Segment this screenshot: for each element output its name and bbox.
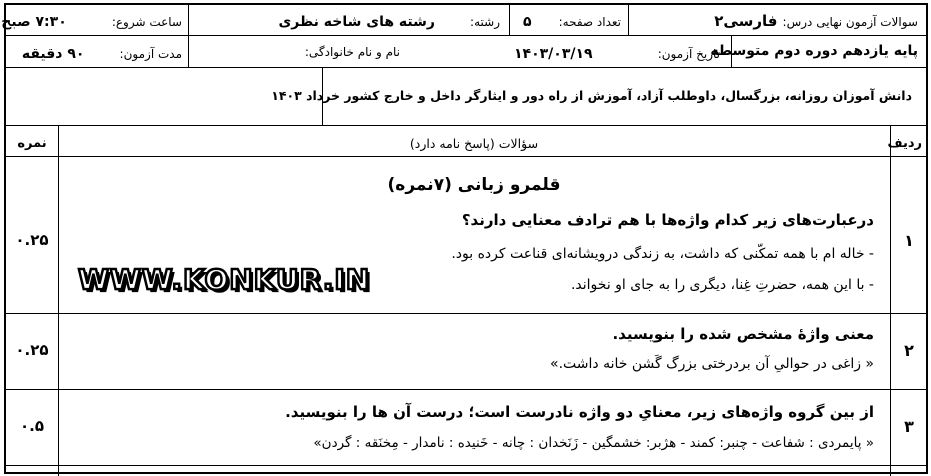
question-line: - خاله ام با همه تمکّنی که داشت، به زندگی درویشانه‌ای قناعت کرده بود. — [451, 246, 874, 262]
start-cell — [1, 11, 182, 30]
field-value: رشته های شاخه نظری — [278, 14, 435, 30]
row-divider-2 — [6, 389, 926, 390]
section-title: قلمرو زبانی (۷نمره) — [387, 175, 561, 195]
duration-value: ۹۰ دقیقه — [21, 46, 85, 62]
question-score: ۰.۵ — [19, 417, 44, 435]
pages-label: تعداد صفحه: — [558, 15, 621, 29]
duration-cell — [14, 43, 182, 62]
header-cell-border — [509, 5, 510, 35]
question-prompt: درعبارت‌های زیر کدام واژه‌ها با هم ترادف معنایی دارند؟ — [461, 211, 874, 229]
grade-value: پایه یازدهم دوره دوم متوسطه — [710, 43, 918, 59]
header-cell-border — [188, 5, 189, 35]
header-cell-border — [628, 5, 629, 35]
question-number: ۱ — [904, 231, 914, 250]
col-questions-header: سؤالات (پاسخ نامه دارد) — [409, 136, 539, 151]
name-label: نام و نام خانوادگی: — [304, 45, 400, 59]
col-row-header: ردیف — [887, 136, 922, 151]
table-top-border — [6, 125, 926, 126]
exam-sheet — [1, 3, 928, 474]
question-score: ۰.۲۵ — [15, 341, 49, 359]
pages-cell — [523, 11, 621, 30]
course-label: سوالات آزمون نهایی درس: — [782, 15, 918, 29]
question-number: ۳ — [904, 417, 914, 436]
audience-text: دانش آموزان روزانه، بزرگسال، داوطلب آزاد، آموزش از راه دور و ایثارگر داخل و خارج کشور خرداد ۱۴۰۳ — [271, 88, 912, 103]
date-cell — [514, 43, 720, 62]
row-divider-3 — [6, 465, 926, 466]
field-cell — [278, 11, 500, 30]
question-line: - با این همه، حضرتِ غِنا، دیگری را به جای او نخواند. — [570, 277, 874, 293]
question-line: « زاغی در حوالیِ آن بردرختی بزرگ گَشن خانه داشت.» — [550, 356, 874, 372]
question-number: ۲ — [904, 341, 914, 360]
question-line: « پایمردی : شفاعت - چنبر: کمند - هژبر: خشمگین - زَنَخدان : چانه - خَنیده : نامدار - مِخنَقه : گردن» — [313, 435, 874, 451]
col-score-header: نمره — [17, 136, 47, 151]
watermark: WWW.KONKUR.IN — [78, 263, 371, 296]
question-prompt: از بین گروه واژه‌های زیر، معنایِ دو واژه نادرست است؛ درست آن ها را بنویسید. — [285, 403, 874, 421]
date-label: تاریخ آزمون: — [657, 47, 720, 61]
start-value: ۷:۳۰ صبح — [1, 14, 67, 30]
course-value: فارسی۲ — [714, 12, 778, 30]
question-score: ۰.۲۵ — [15, 231, 49, 249]
row-divider-1 — [6, 313, 926, 314]
pages-value: ۵ — [522, 14, 532, 30]
date-value: ۱۴۰۳/۰۳/۱۹ — [514, 46, 593, 62]
header-cell-border — [188, 35, 189, 67]
field-label: رشته: — [470, 15, 500, 29]
duration-label: مدت آزمون: — [119, 47, 182, 61]
table-header-border — [6, 156, 926, 157]
header-divider-1 — [6, 35, 926, 36]
course-cell — [714, 11, 918, 30]
start-label: ساعت شروع: — [111, 15, 182, 29]
question-prompt: معنی واژهٔ مشخص شده را بنویسید. — [612, 325, 874, 343]
header-divider-2 — [6, 67, 926, 68]
